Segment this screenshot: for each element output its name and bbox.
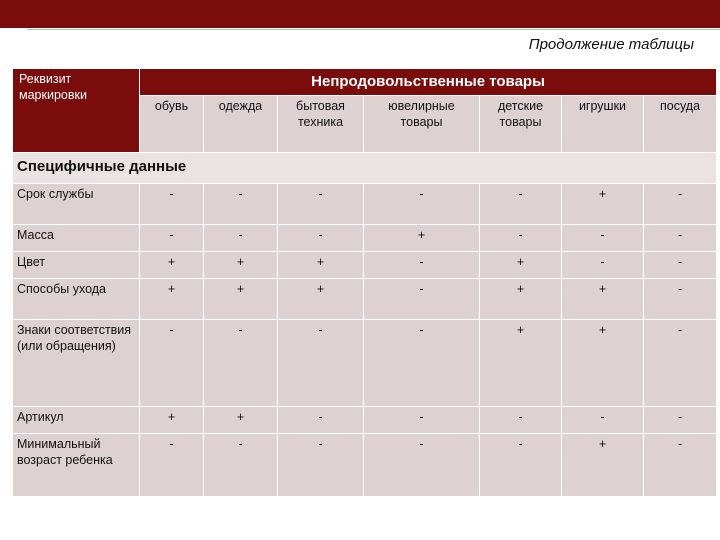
table-cell: + [204,407,278,434]
table-cell: + [562,184,644,225]
table-cell: - [140,225,204,252]
row-label: Цвет [13,252,140,279]
table-cell: - [278,184,364,225]
header-row [13,69,717,96]
table-cell: - [140,434,204,497]
table-row [13,184,717,225]
table-cell: - [364,279,480,320]
table-cell: - [364,252,480,279]
table-cell: + [562,279,644,320]
top-accent-bar [0,0,720,28]
table-cell: + [140,279,204,320]
table-cell: - [364,407,480,434]
table-cell: + [562,320,644,407]
table-cell: - [364,184,480,225]
section-row [13,153,717,184]
row-label: Артикул [13,407,140,434]
column-header: бытовая техника [278,96,364,153]
table-cell: - [480,434,562,497]
table-cell: - [278,434,364,497]
table-cell: + [562,434,644,497]
table-cell: - [644,434,717,497]
table-cell: + [480,279,562,320]
column-header: ювелирные товары [364,96,480,153]
table-row [13,434,717,497]
table-cell: - [644,184,717,225]
table-cell: + [278,279,364,320]
table-cell: - [204,225,278,252]
table-cell: - [204,434,278,497]
table-cell: - [562,252,644,279]
table-cell: + [204,252,278,279]
row-label: Способы ухода [13,279,140,320]
table-cell: - [480,407,562,434]
table-cell: - [480,225,562,252]
table-cell: - [644,279,717,320]
column-header: посуда [644,96,717,153]
table-cell: - [562,225,644,252]
table-row [13,320,717,407]
table-cell: - [644,407,717,434]
row-label: Масса [13,225,140,252]
table-cell: - [364,434,480,497]
table-cell: + [204,279,278,320]
section-title: Специфичные данные [13,153,717,184]
table-cell: + [278,252,364,279]
table-cell: - [204,184,278,225]
column-header: игрушки [562,96,644,153]
table-cell: - [204,320,278,407]
table-cell: - [562,407,644,434]
table-cell: - [140,184,204,225]
table-cell: - [480,184,562,225]
table-cell: - [644,320,717,407]
table-row [13,279,717,320]
table-cell: - [644,225,717,252]
table-cell: - [278,225,364,252]
continuation-label: Продолжение таблицы [528,36,694,53]
marking-requisites-table [12,68,717,497]
table-cell: - [278,407,364,434]
table-cell: + [364,225,480,252]
table-cell: - [364,320,480,407]
table-row [13,407,717,434]
row-label: Знаки соответствия (или обращения) [13,320,140,407]
table-row [13,225,717,252]
row-label: Минимальный возраст ребенка [13,434,140,497]
title-divider [27,29,720,30]
column-header: одежда [204,96,278,153]
table-cell: + [480,252,562,279]
group-header-cell: Непродовольственные товары [140,69,717,96]
table-cell: + [140,407,204,434]
column-header: детские товары [480,96,562,153]
table-cell: - [644,252,717,279]
table-cell: - [278,320,364,407]
table-cell: + [140,252,204,279]
column-header: обувь [140,96,204,153]
row-label: Срок службы [13,184,140,225]
table-row [13,252,717,279]
table-cell: - [140,320,204,407]
corner-header-cell: Реквизит маркировки [13,69,140,153]
table-cell: + [480,320,562,407]
